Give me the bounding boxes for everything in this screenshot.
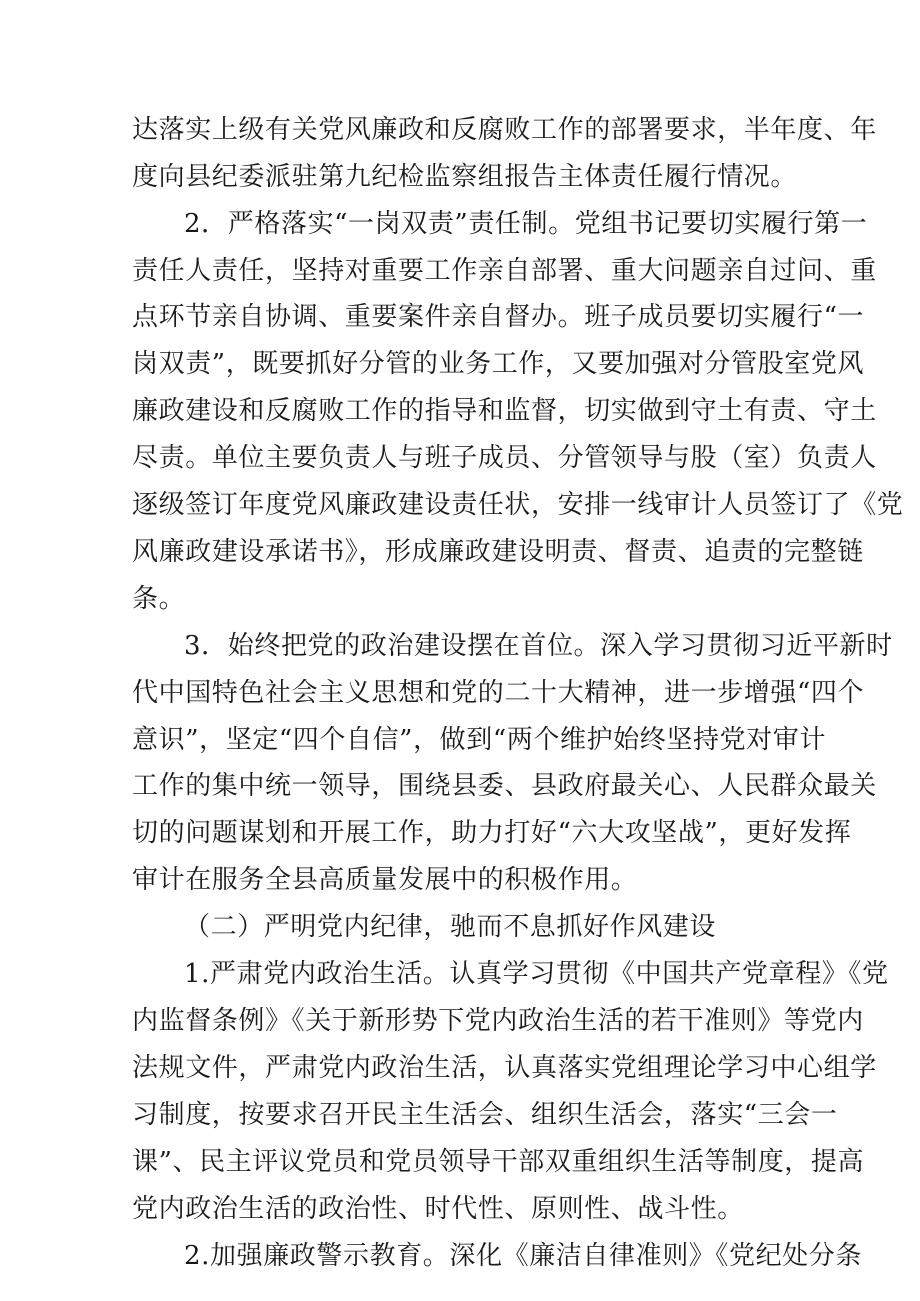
text-line: 岗双责”，既要抓好分管的业务工作，又要加强对分管股室党风 [132,349,865,379]
text-line: 切的问题谋划和开展工作，助力打好“六大攻坚战”，更好发挥 [132,818,852,848]
text-line: 尽责。单位主要负责人与班子成员、分管领导与股（室）负责人 [132,443,877,473]
text-line: 廉政建设和反腐败工作的指导和监督，切实做到守土有责、守土 [132,396,877,426]
text-line: 3．始终把党的政治建设摆在首位。深入学习贯彻习近平新时 [184,631,893,661]
text-line: 课”、民主评议党员和党员领导干部双重组织生活等制度，提高 [132,1147,865,1177]
text-line: 2.加强廉政警示教育。深化《廉洁自律准则》《党纪处分条 [184,1241,863,1271]
text-line: 逐级签订年度党风廉政建设责任状，安排一线审计人员签订了《党 [132,490,904,520]
text-line: 党内政治生活的政治性、时代性、原则性、战斗性。 [132,1194,744,1224]
text-line: 责任人责任，坚持对重要工作亲自部署、重大问题亲自过问、重 [132,256,877,286]
text-line: 审计在服务全县高质量发展中的积极作用。 [132,865,638,895]
text-line: 风廉政建设承诺书》，形成廉政建设明责、督责、追责的完整链 [132,537,864,567]
section-heading: （二）严明党内纪律，驰而不息抓好作风建设 [184,912,717,942]
text-line: 2．严格落实“一岗双责”责任制。党组书记要切实履行第一 [184,209,868,239]
text-line: 代中国特色社会主义思想和党的二十大精神，进一步增强“四个 [132,678,865,708]
text-line: 习制度，按要求召开民主生活会、组织生活会，落实“三会一 [132,1100,838,1130]
text-line: 法规文件，严肃党内政治生活，认真落实党组理论学习中心组学 [132,1053,877,1083]
text-line: 意识”，坚定“四个自信”，做到“两个维护始终坚持党对审计 [132,725,826,755]
text-line: 条。 [132,584,186,614]
text-line: 点环节亲自协调、重要案件亲自督办。班子成员要切实履行“一 [132,302,865,332]
text-line: 工作的集中统一领导，围绕县委、县政府最关心、人民群众最关 [132,771,877,801]
text-line: 达落实上级有关党风廉政和反腐败工作的部署要求，半年度、年 [132,115,877,145]
text-line: 内监督条例》《关于新形势下党内政治生活的若干准则》等党内 [132,1006,864,1036]
text-line: 度向县纪委派驻第九纪检监察组报告主体责任履行情况。 [132,162,798,192]
text-line: 1.严肃党内政治生活。认真学习贯彻《中国共产党章程》《党 [184,959,889,989]
